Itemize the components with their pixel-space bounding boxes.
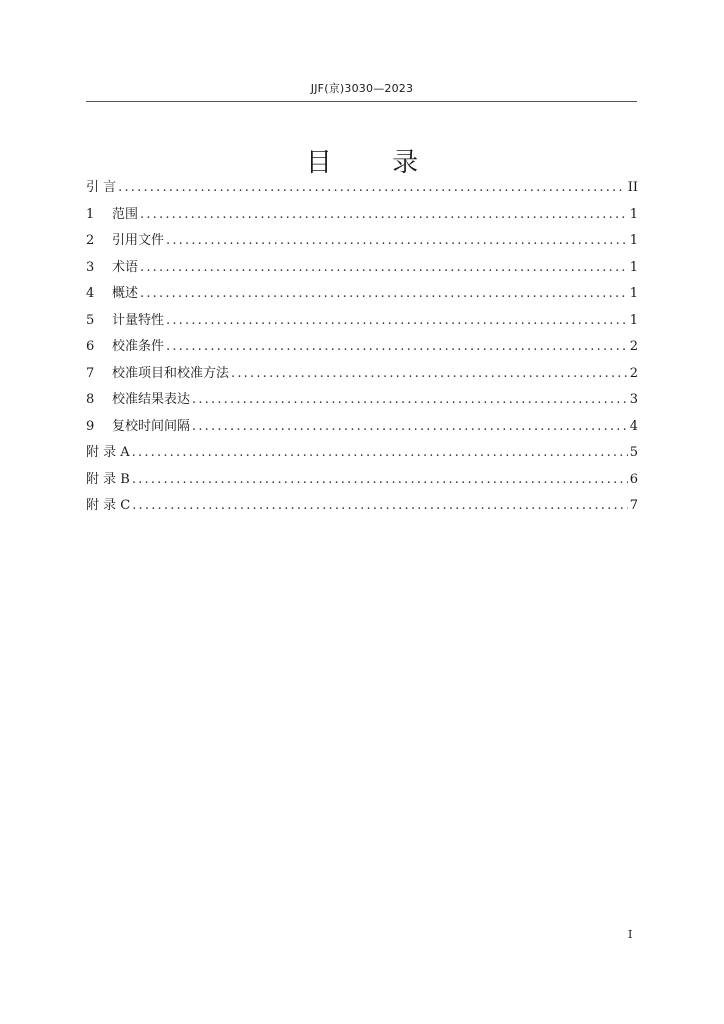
toc-leader-dots	[166, 339, 628, 354]
toc-item-page: 2	[629, 365, 638, 381]
toc-leader-dots	[118, 180, 626, 195]
toc-item-page: 1	[629, 233, 638, 248]
toc-leader-dots	[132, 472, 628, 487]
toc-item-page: 2	[629, 339, 638, 354]
toc-item-label: 附 录 A	[86, 445, 130, 460]
toc-leader-dots	[140, 207, 628, 222]
toc-item-page: 7	[629, 498, 638, 513]
toc-item-9[interactable]	[86, 415, 638, 442]
toc-item-number: 5	[86, 312, 95, 328]
table-of-contents	[86, 176, 638, 521]
header-divider	[86, 101, 637, 102]
toc-item-7[interactable]	[86, 362, 638, 389]
toc-item-label: 计量特性	[112, 312, 165, 328]
toc-leader-dots	[132, 445, 628, 460]
toc-leader-dots	[192, 419, 628, 434]
toc-item-number: 2	[86, 233, 95, 248]
toc-item-label: 校准条件	[112, 339, 165, 354]
toc-item-label: 附 录 B	[86, 471, 130, 487]
toc-item-label: 概述	[112, 286, 139, 301]
toc-leader-dots	[132, 498, 628, 513]
document-code-header: JJF(京)3030—2023	[310, 82, 414, 95]
toc-item-page: 3	[629, 392, 638, 407]
toc-item-number: 4	[86, 286, 95, 301]
toc-item-page: 1	[629, 286, 638, 301]
toc-item-label: 校准项目和校准方法	[112, 365, 230, 381]
toc-leader-dots	[166, 233, 628, 248]
toc-item-page: 4	[629, 418, 638, 434]
toc-item-appendix-b[interactable]	[86, 468, 638, 495]
toc-item-3[interactable]	[86, 256, 638, 283]
toc-item-label: 附 录 C	[86, 498, 131, 513]
toc-item-4[interactable]	[86, 282, 638, 309]
toc-item-6[interactable]	[86, 335, 638, 362]
toc-item-number: 6	[86, 339, 95, 354]
toc-item-number: 8	[86, 392, 95, 407]
toc-item-number: 1	[86, 206, 95, 222]
toc-item-1[interactable]	[86, 203, 638, 230]
page-number: I	[628, 928, 633, 941]
toc-item-label: 校准结果表达	[112, 392, 191, 407]
toc-item-number: 9	[86, 418, 95, 434]
toc-item-preface[interactable]	[86, 176, 638, 203]
toc-leader-dots	[166, 313, 628, 328]
toc-leader-dots	[192, 392, 628, 407]
toc-item-label: 引 言	[86, 180, 117, 195]
toc-leader-dots	[140, 286, 628, 301]
toc-item-page: 6	[629, 471, 638, 487]
toc-leader-dots	[140, 260, 628, 275]
toc-item-page: 1	[629, 312, 638, 328]
toc-item-5[interactable]	[86, 309, 638, 336]
toc-item-page: II	[627, 180, 638, 195]
toc-item-number: 3	[86, 259, 95, 275]
toc-item-page: 1	[629, 259, 638, 275]
toc-item-label: 复校时间间隔	[112, 418, 191, 434]
toc-item-label: 引用文件	[112, 233, 165, 248]
toc-item-label: 术语	[112, 259, 139, 275]
toc-item-label: 范围	[112, 206, 139, 222]
toc-item-page: 5	[629, 445, 638, 460]
toc-item-appendix-c[interactable]	[86, 494, 638, 521]
toc-item-2[interactable]	[86, 229, 638, 256]
toc-item-page: 1	[629, 206, 638, 222]
toc-item-appendix-a[interactable]	[86, 441, 638, 468]
page-title: 目 录	[305, 148, 445, 178]
toc-item-8[interactable]	[86, 388, 638, 415]
toc-item-number: 7	[86, 365, 95, 381]
toc-leader-dots	[231, 366, 628, 381]
